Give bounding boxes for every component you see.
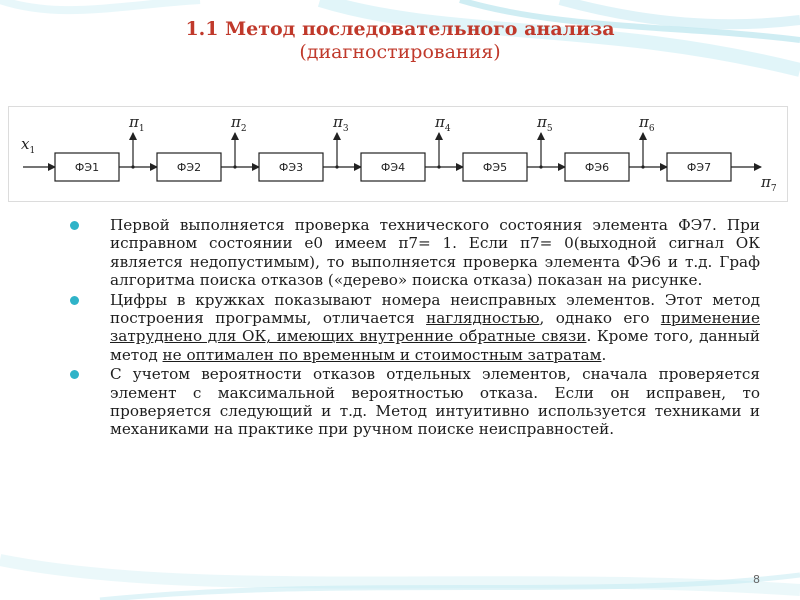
pi-subscript-2: 2 bbox=[240, 124, 247, 134]
input-symbol: x bbox=[21, 135, 30, 153]
pi-subscript-6: 6 bbox=[648, 124, 655, 134]
underlined-text: наглядностью bbox=[426, 309, 540, 328]
pi-label-3 bbox=[332, 113, 349, 134]
bullet-dot-icon bbox=[70, 296, 79, 305]
paragraph-text: . Кроме того, данный метод bbox=[110, 327, 760, 364]
underlined-text: не оптимален по временным и стоимостным затратам bbox=[162, 345, 602, 364]
pi-label-6 bbox=[638, 113, 655, 134]
pi-label-2 bbox=[230, 113, 247, 134]
input-label bbox=[21, 135, 35, 156]
pi-symbol-1: π bbox=[129, 113, 139, 131]
paragraph-text: С учетом вероятности отказов отдельных элементов, сначала проверяется элемент с максимальной вероятностью отказа. Если он исправен, то проверяется следующий и т.д. Метод интуитивно используется техниками и механиками на практике при ручном поиске неисправностей. bbox=[110, 365, 760, 439]
pi-symbol-5: π bbox=[537, 113, 547, 131]
pi-label-1 bbox=[128, 113, 145, 134]
slide-title bbox=[130, 18, 670, 64]
pi-symbol-4: π bbox=[435, 113, 445, 131]
pi-subscript-5: 5 bbox=[546, 124, 553, 134]
block-diagram-svg bbox=[9, 107, 787, 201]
bullet-dot-icon bbox=[70, 221, 79, 230]
block-label-3: ФЭ3 bbox=[278, 161, 304, 174]
page-number: 8 bbox=[753, 573, 760, 586]
paragraph-text: Первой выполняется проверка технического состояния элемента ФЭ7. При исправном состоянии е0 имеем π7= 1. Если π7= 0(выходной сигнал ОК является недопустимым), то выполняется проверка элемента ФЭ6 и т.д. Граф алгоритма поиска отказов («дерево» поиска отказа) показан на рисунке. bbox=[110, 216, 760, 290]
block-diagram bbox=[8, 106, 788, 202]
block-label-2: ФЭ2 bbox=[176, 161, 202, 174]
pi-symbol-2: π bbox=[231, 113, 241, 131]
pi-subscript-4: 4 bbox=[444, 124, 451, 134]
block-label-7: ФЭ7 bbox=[686, 161, 712, 174]
block-label-1: ФЭ1 bbox=[74, 161, 100, 174]
pi-symbol-3: π bbox=[333, 113, 343, 131]
paragraph-text: , однако его bbox=[539, 309, 661, 328]
title-line-2: (диагностирования) bbox=[299, 41, 501, 63]
paragraph-text: Цифры в кружках показывают номера неисправных элементов. Этот метод построения программы, отличается bbox=[110, 290, 760, 328]
bullet-dot-icon bbox=[70, 370, 79, 379]
input-subscript: 1 bbox=[29, 146, 36, 156]
pi-subscript-1: 1 bbox=[138, 124, 145, 134]
output-label bbox=[760, 173, 777, 194]
title-line-1: 1.1 Метод последовательного анализа bbox=[185, 18, 615, 40]
pi-symbol-6: π bbox=[639, 113, 649, 131]
diagram-content bbox=[23, 113, 777, 194]
bullet-paragraph bbox=[70, 291, 760, 365]
underlined-text: применение затруднено для ОК, имеющих внутренние обратные связи bbox=[110, 309, 760, 346]
paragraph-text: . bbox=[601, 345, 607, 364]
bullet-paragraph bbox=[70, 216, 760, 290]
pi-subscript-3: 3 bbox=[342, 124, 349, 134]
block-label-4: ФЭ4 bbox=[380, 161, 406, 174]
pi-label-4 bbox=[434, 113, 451, 134]
pi-label-5 bbox=[536, 113, 553, 134]
output-symbol: π bbox=[761, 173, 771, 191]
slide-body bbox=[70, 216, 760, 440]
bullet-paragraph bbox=[70, 365, 760, 439]
block-label-5: ФЭ5 bbox=[482, 161, 508, 174]
block-label-6: ФЭ6 bbox=[584, 161, 610, 174]
output-subscript: 7 bbox=[770, 184, 777, 194]
